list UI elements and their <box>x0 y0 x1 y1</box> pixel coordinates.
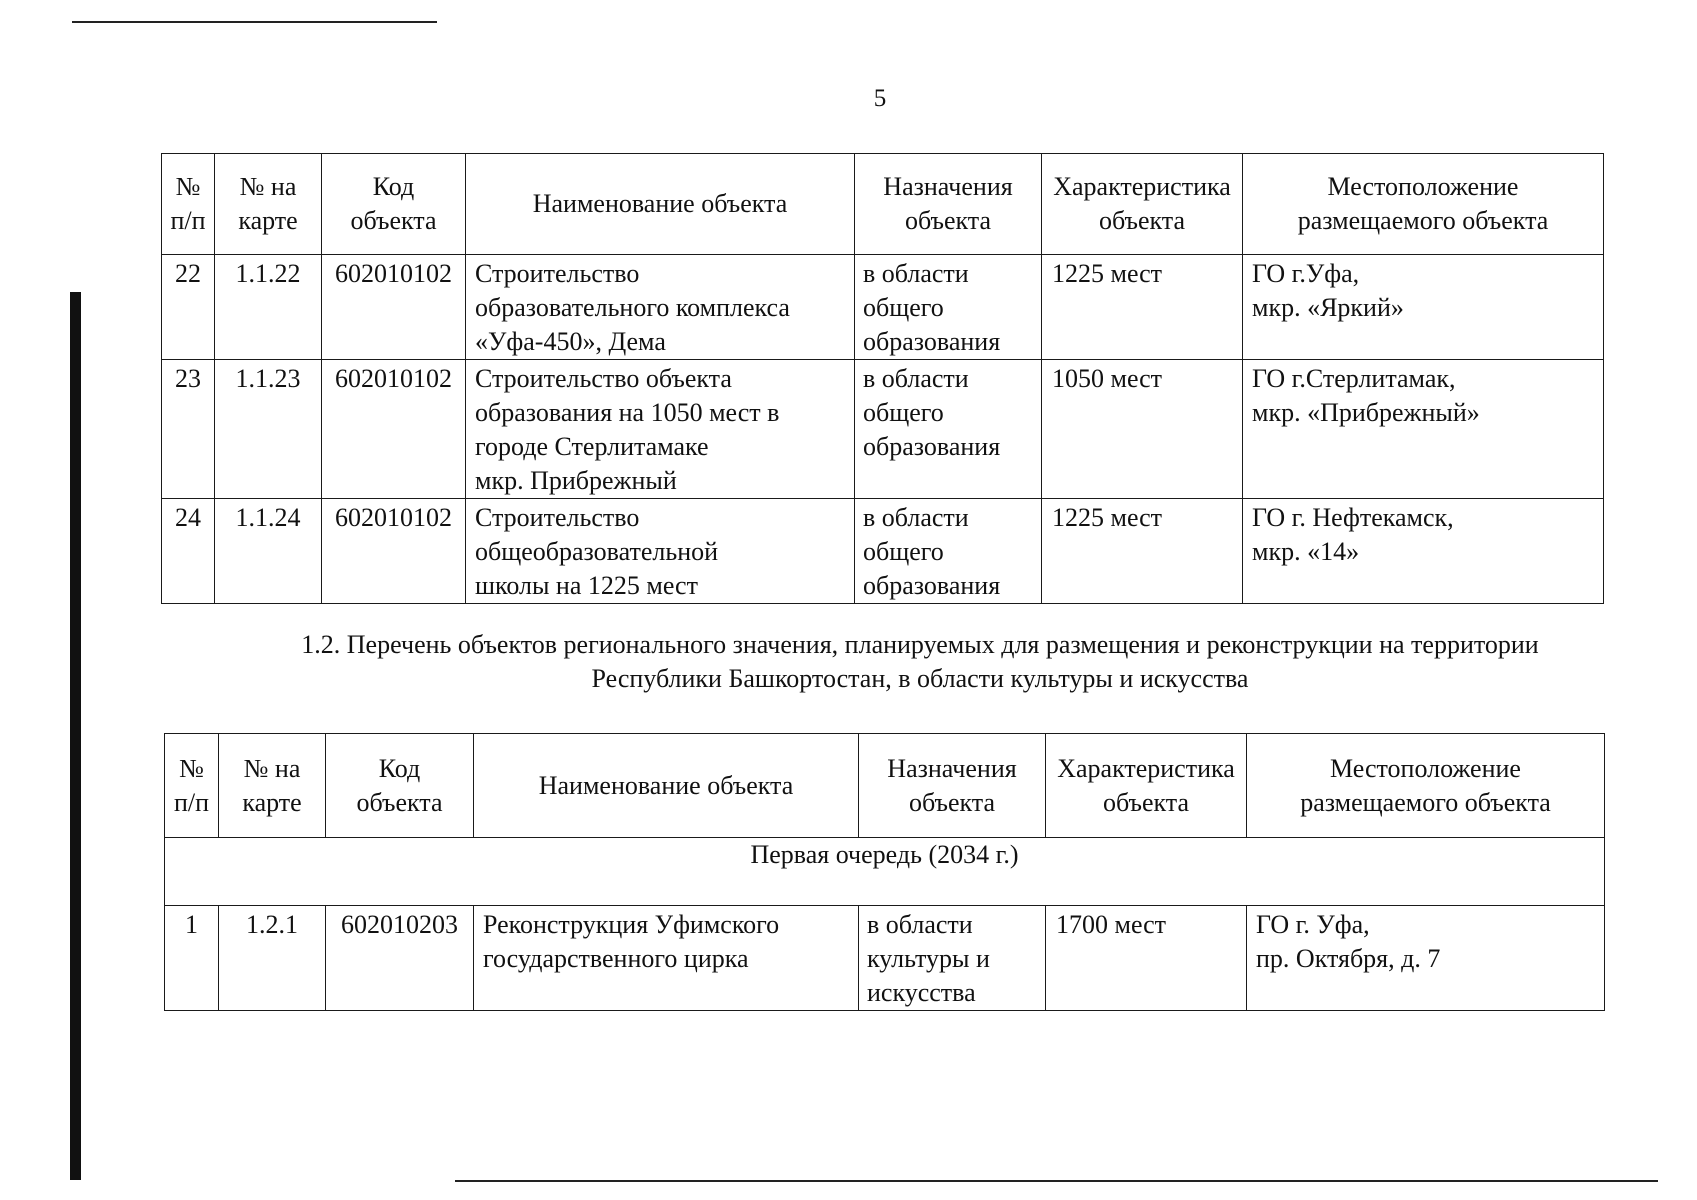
cell-object-name: Строительство образовательного комплекса «Уфа-450», Дема <box>466 255 855 360</box>
header-map-number: № на карте <box>219 734 326 838</box>
header-map-number: № на карте <box>215 154 322 255</box>
cell-purpose: в области общего образования <box>855 360 1042 499</box>
cell-object-code: 602010102 <box>322 360 466 499</box>
table-header-row <box>165 734 1605 838</box>
cell-purpose: в области общего образования <box>855 255 1042 360</box>
cell-object-name: Строительство общеобразовательной школы на 1225 мест <box>466 499 855 604</box>
header-purpose: Назначения объекта <box>855 154 1042 255</box>
header-num: № п/п <box>162 154 215 255</box>
page-number: 5 <box>873 85 887 112</box>
top-scan-rule <box>72 21 437 23</box>
left-binding-bar <box>70 292 81 1180</box>
header-object-name: Наименование объекта <box>466 154 855 255</box>
stage-label: Первая очередь (2034 г.) <box>165 838 1605 906</box>
table-row <box>165 906 1605 1011</box>
cell-location: ГО г.Уфа, мкр. «Яркий» <box>1243 255 1604 360</box>
header-characteristic: Характеристика объекта <box>1042 154 1243 255</box>
bottom-scan-rule <box>455 1180 1658 1182</box>
cell-location: ГО г. Нефтекамск, мкр. «14» <box>1243 499 1604 604</box>
header-object-code: Код объекта <box>322 154 466 255</box>
cell-object-name: Строительство объекта образования на 1050 мест в городе Стерлитамаке мкр. Прибрежный <box>466 360 855 499</box>
header-location: Местоположение размещаемого объекта <box>1247 734 1605 838</box>
header-characteristic: Характеристика объекта <box>1046 734 1247 838</box>
cell-object-code: 602010203 <box>326 906 474 1011</box>
cell-purpose: в области культуры и искусства <box>859 906 1046 1011</box>
cell-map-number: 1.1.24 <box>215 499 322 604</box>
cell-characteristic: 1700 мест <box>1046 906 1247 1011</box>
cell-characteristic: 1225 мест <box>1042 499 1243 604</box>
cell-object-code: 602010102 <box>322 255 466 360</box>
cell-map-number: 1.2.1 <box>219 906 326 1011</box>
stage-row <box>165 838 1605 906</box>
objects-table-education <box>161 153 1604 604</box>
header-object-name: Наименование объекта <box>474 734 859 838</box>
cell-num: 23 <box>162 360 215 499</box>
header-location: Местоположение размещаемого объекта <box>1243 154 1604 255</box>
header-object-code: Код объекта <box>326 734 474 838</box>
cell-location: ГО г.Стерлитамак, мкр. «Прибрежный» <box>1243 360 1604 499</box>
table-row <box>162 255 1604 360</box>
table-row <box>162 499 1604 604</box>
cell-num: 22 <box>162 255 215 360</box>
cell-map-number: 1.1.23 <box>215 360 322 499</box>
table-row <box>162 360 1604 499</box>
header-num: № п/п <box>165 734 219 838</box>
cell-map-number: 1.1.22 <box>215 255 322 360</box>
objects-table-culture <box>164 733 1605 1011</box>
cell-num: 24 <box>162 499 215 604</box>
cell-num: 1 <box>165 906 219 1011</box>
cell-characteristic: 1050 мест <box>1042 360 1243 499</box>
header-purpose: Назначения объекта <box>859 734 1046 838</box>
cell-location: ГО г. Уфа, пр. Октября, д. 7 <box>1247 906 1605 1011</box>
cell-characteristic: 1225 мест <box>1042 255 1243 360</box>
cell-object-name: Реконструкция Уфимского государственного цирка <box>474 906 859 1011</box>
table-header-row <box>162 154 1604 255</box>
cell-purpose: в области общего образования <box>855 499 1042 604</box>
section-heading: 1.2. Перечень объектов регионального значения, планируемых для размещения и реконструкции на территории Республики Башкортостан, в области культуры и искусства <box>301 630 1539 693</box>
cell-object-code: 602010102 <box>322 499 466 604</box>
